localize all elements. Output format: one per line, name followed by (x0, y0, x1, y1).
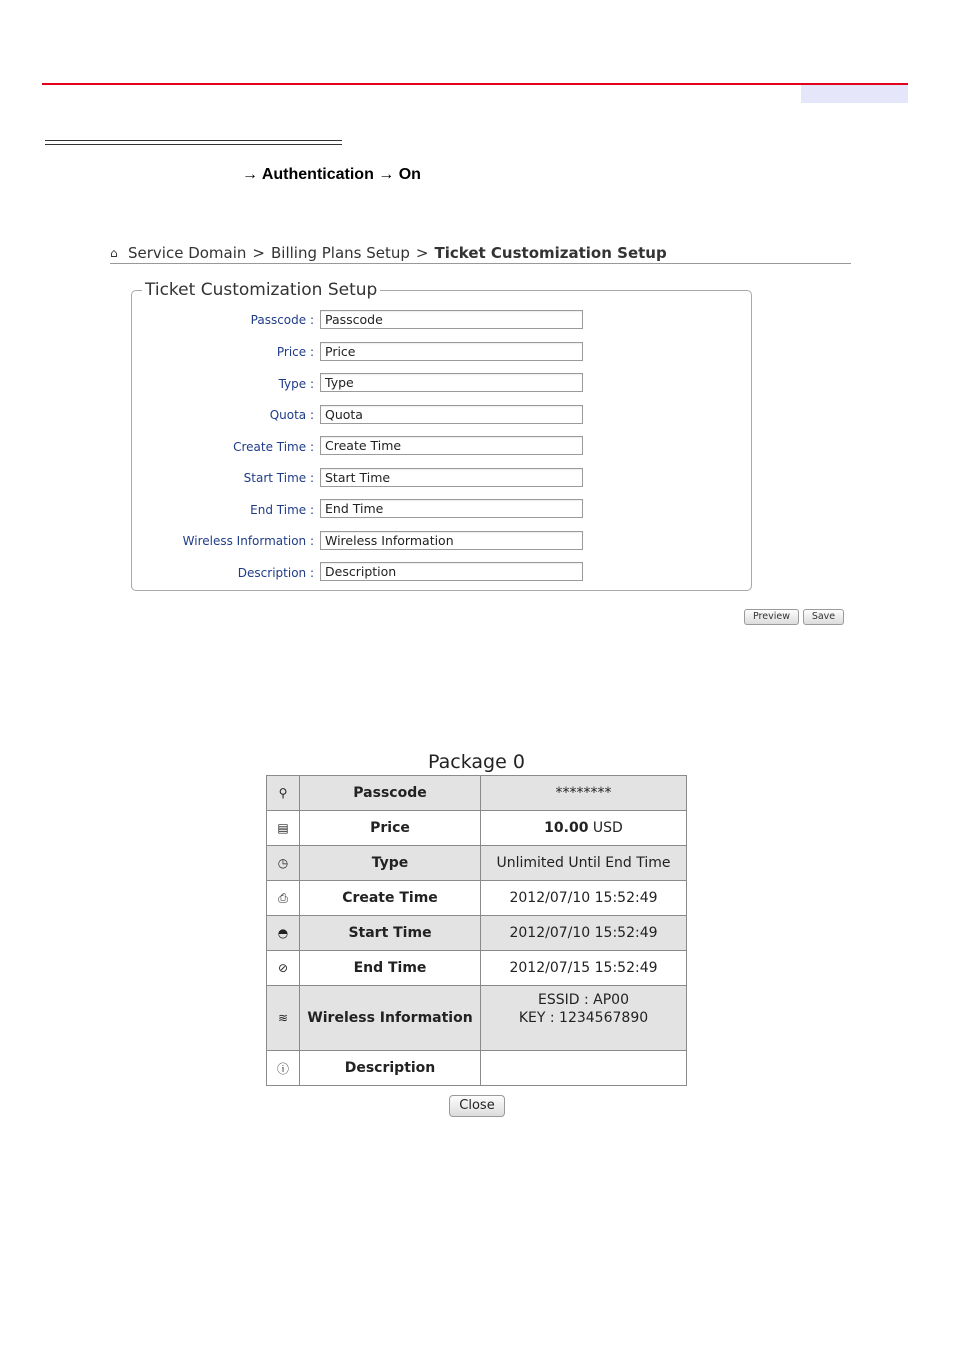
table-row (267, 811, 687, 846)
description-value (481, 1051, 687, 1086)
description-header: Description (300, 1051, 481, 1086)
package-title: Package 0 (428, 751, 525, 773)
printer-icon: ⎙ (278, 891, 288, 905)
key-value: KEY : 1234567890 (518, 1010, 649, 1026)
cart-icon: ▤ (277, 821, 289, 835)
create-time-field[interactable]: Create Time (320, 436, 583, 455)
end-time-field[interactable]: End Time (320, 499, 583, 518)
table-row (267, 916, 687, 951)
description-label: Description : (237, 566, 314, 580)
price-amount: 10.00 (544, 820, 589, 836)
price-currency: USD (588, 820, 623, 836)
quota-field[interactable]: Quota (320, 405, 583, 424)
breadcrumb-item-billing-plans[interactable]: Billing Plans Setup (271, 244, 410, 262)
essid-value: ESSID : AP00 (538, 992, 629, 1008)
table-row (267, 881, 687, 916)
wireless-information-value (481, 986, 687, 1051)
type-label: Type : (278, 377, 314, 391)
end-icon: ⊘ (277, 961, 289, 975)
start-time-field[interactable]: Start Time (320, 468, 583, 487)
breadcrumb-item-service-domain[interactable]: Service Domain (128, 244, 247, 262)
end-time-label: End Time : (250, 503, 314, 517)
price-header: Price (300, 811, 481, 846)
start-time-value: 2012/07/10 15:52:49 (481, 916, 687, 951)
wireless-information-header: Wireless Information (300, 986, 481, 1051)
type-value: Unlimited Until End Time (481, 846, 687, 881)
end-time-header: End Time (300, 951, 481, 986)
ticket-preview-table (266, 775, 687, 1086)
table-row (267, 776, 687, 811)
create-time-label: Create Time : (233, 440, 314, 454)
home-icon[interactable]: ⌂ (110, 246, 118, 260)
header-rule (42, 83, 908, 85)
description-field[interactable]: Description (320, 562, 583, 581)
start-time-header: Start Time (300, 916, 481, 951)
navigation-path: → Authentication → On (242, 166, 421, 183)
breadcrumb-item-current: Ticket Customization Setup (434, 244, 667, 262)
end-time-value: 2012/07/15 15:52:49 (481, 951, 687, 986)
save-button[interactable]: Save (803, 609, 844, 625)
table-row (267, 1051, 687, 1086)
clock-icon: ◷ (277, 856, 289, 870)
start-icon: ◓ (277, 926, 289, 940)
table-row (267, 986, 687, 1051)
passcode-header: Passcode (300, 776, 481, 811)
price-field[interactable]: Price (320, 342, 583, 361)
passcode-field[interactable]: Passcode (320, 310, 583, 329)
section-underline (45, 144, 342, 145)
breadcrumb-separator: > (415, 244, 429, 262)
passcode-value: ******** (481, 776, 687, 811)
preview-button[interactable]: Preview (744, 609, 799, 625)
type-header: Type (300, 846, 481, 881)
section-underline (45, 140, 342, 141)
wireless-information-label: Wireless Information : (182, 534, 314, 548)
wifi-icon: ≋ (277, 1011, 289, 1025)
header-tab (801, 85, 908, 103)
create-time-value: 2012/07/10 15:52:49 (481, 881, 687, 916)
create-time-header: Create Time (300, 881, 481, 916)
fieldset-legend: Ticket Customization Setup (142, 280, 380, 300)
start-time-label: Start Time : (243, 471, 314, 485)
table-row (267, 846, 687, 881)
passcode-label: Passcode : (250, 313, 314, 327)
breadcrumb (110, 244, 851, 264)
type-field[interactable]: Type (320, 373, 583, 392)
price-label: Price : (276, 345, 314, 359)
wireless-information-field[interactable]: Wireless Information (320, 531, 583, 550)
breadcrumb-separator: > (252, 244, 265, 262)
table-row (267, 951, 687, 986)
price-value (481, 811, 687, 846)
info-icon: ⓘ (276, 1061, 289, 1076)
key-icon: ⚲ (278, 786, 288, 800)
close-button[interactable]: Close (449, 1095, 505, 1117)
quota-label: Quota : (269, 408, 314, 422)
